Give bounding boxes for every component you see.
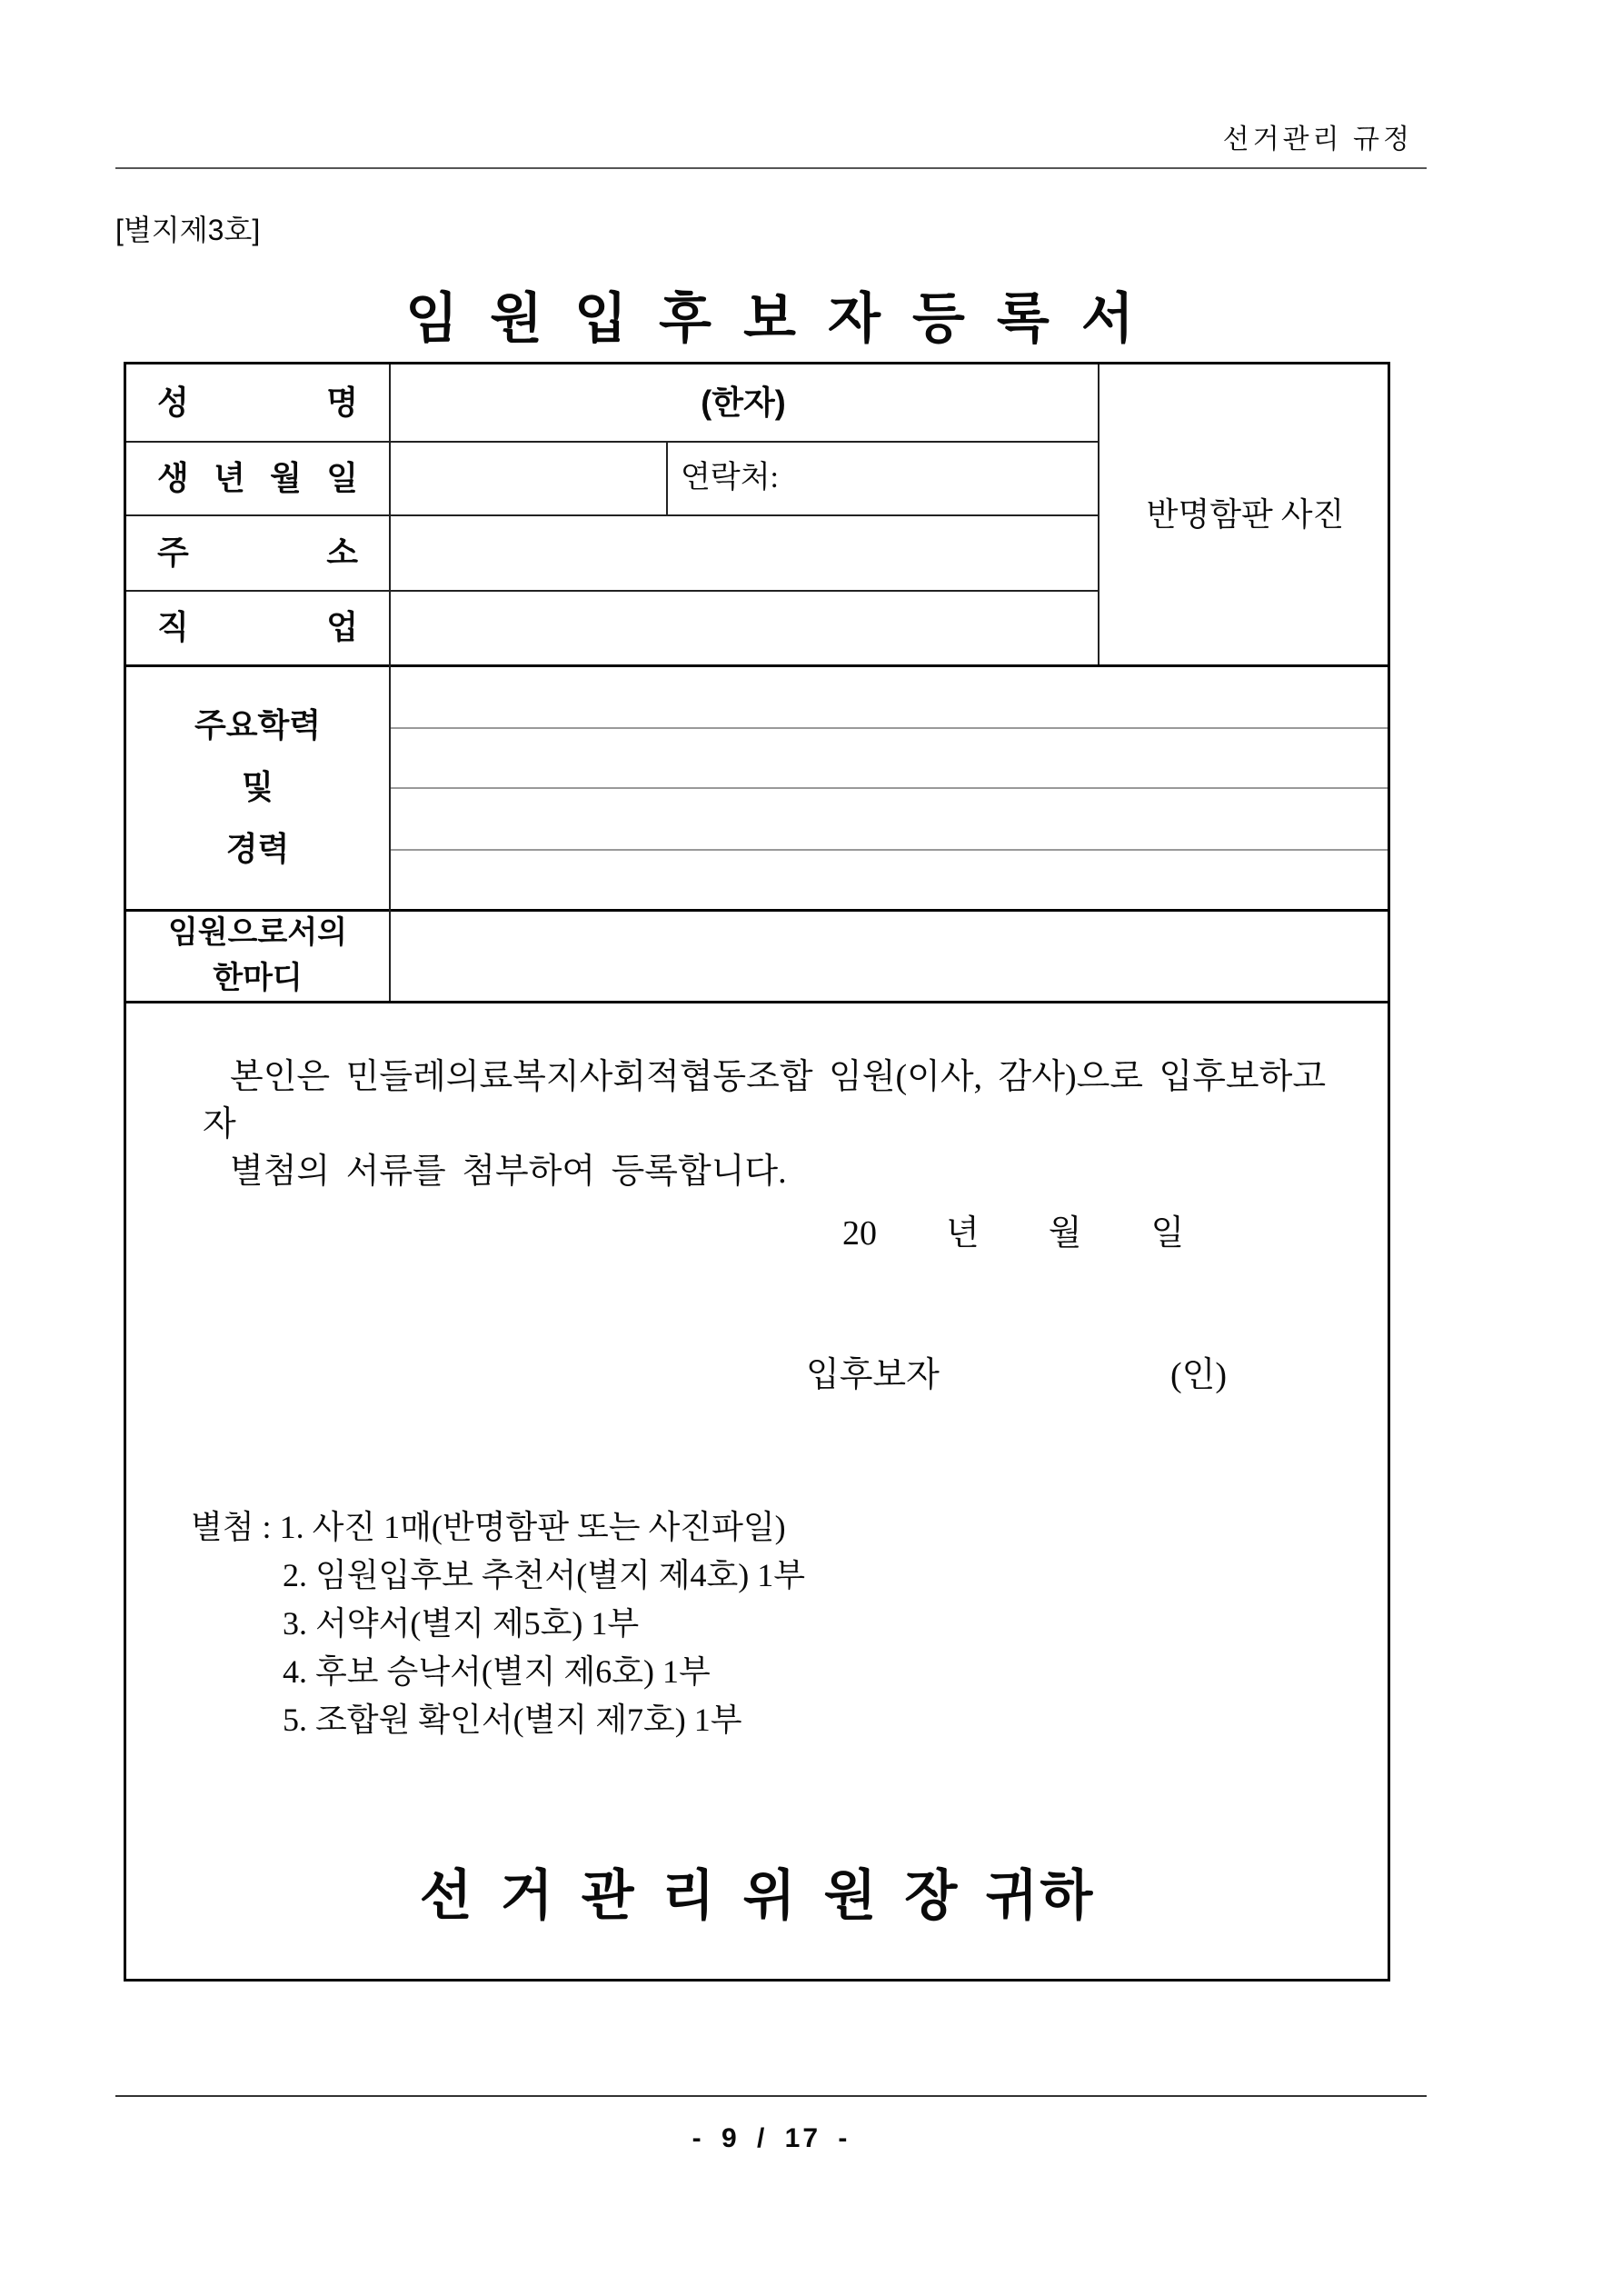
birth-label-cell: 생 년 월 일 bbox=[157, 459, 358, 496]
date-day-label: 일 bbox=[1150, 1214, 1185, 1253]
statement-line2: 별첨의 서류를 첨부하여 등록합니다. bbox=[230, 1153, 787, 1191]
section-divider bbox=[126, 1001, 1388, 1003]
attachment-item: 5. 조합원 확인서(별지 제7호) 1부 bbox=[283, 1702, 742, 1738]
footer-rule bbox=[115, 2095, 1427, 2097]
address-label-cell: 주 소 bbox=[157, 534, 358, 571]
contact-cell: 연락처: bbox=[681, 461, 779, 494]
birth-value-cell bbox=[389, 441, 666, 514]
attachment-item: 별첨 : 1. 사진 1매(반명함판 또는 사진파일) bbox=[191, 1509, 786, 1545]
statement-line1: 본인은 민들레의료복지사회적협동조합 임원(이사, 감사)으로 입후보하고자 bbox=[203, 1058, 1327, 1143]
name-label-cell: 성 명 bbox=[157, 384, 358, 421]
address-value-cell bbox=[389, 514, 1098, 590]
date-line bbox=[842, 1213, 1184, 1253]
occupation-value-cell bbox=[389, 590, 1098, 664]
date-month-label: 월 bbox=[1048, 1214, 1082, 1253]
education-label-line: 및 bbox=[242, 767, 274, 805]
date-year-prefix: 20 bbox=[842, 1214, 877, 1253]
occupation-label-cell: 직 업 bbox=[157, 608, 358, 645]
attachments-prefix: 별첨 : bbox=[191, 1509, 280, 1545]
seal-label: (인) bbox=[1170, 1356, 1228, 1394]
education-row bbox=[389, 849, 1388, 909]
statement-paragraph bbox=[203, 1053, 1357, 1195]
page-number: - 9 / 17 - bbox=[692, 2123, 851, 2153]
attachments-list bbox=[191, 1503, 805, 1744]
remark-label-line: 임원으로서의 bbox=[167, 914, 348, 950]
attachment-item: 4. 후보 승낙서(별지 제6호) 1부 bbox=[283, 1653, 711, 1690]
education-label-line: 경력 bbox=[225, 829, 290, 867]
education-row bbox=[389, 664, 1388, 727]
education-career-label-cell bbox=[126, 664, 389, 909]
remark-label-line: 한마디 bbox=[213, 960, 303, 995]
registration-table bbox=[124, 362, 1390, 1982]
form-title: 임 원 입 후 보 자 등 록 서 bbox=[405, 289, 1137, 349]
attachment-item: 2. 임원입후보 추천서(별지 제4호) 1부 bbox=[283, 1557, 806, 1593]
chairman-line: 선 거 관 리 위 원 장 귀하 bbox=[419, 1866, 1095, 1926]
candidate-label: 입후보자 bbox=[806, 1356, 940, 1394]
attachment-number-label: [별지제3호] bbox=[115, 214, 261, 246]
photo-cell: 반명함판 사진 bbox=[1146, 496, 1345, 533]
attachment-item: 3. 서약서(별지 제5호) 1부 bbox=[283, 1605, 640, 1642]
remark-label-cell bbox=[126, 909, 389, 1001]
remark-value-cell bbox=[389, 909, 1388, 1001]
hanja-cell: (한자) bbox=[701, 384, 786, 421]
education-row bbox=[389, 727, 1388, 787]
header-rule bbox=[115, 167, 1427, 169]
header-regulation-title: 선거관리 규정 bbox=[1222, 125, 1413, 155]
date-year-label: 년 bbox=[946, 1214, 980, 1253]
education-row bbox=[389, 787, 1388, 849]
education-label-line: 주요학력 bbox=[194, 705, 322, 744]
